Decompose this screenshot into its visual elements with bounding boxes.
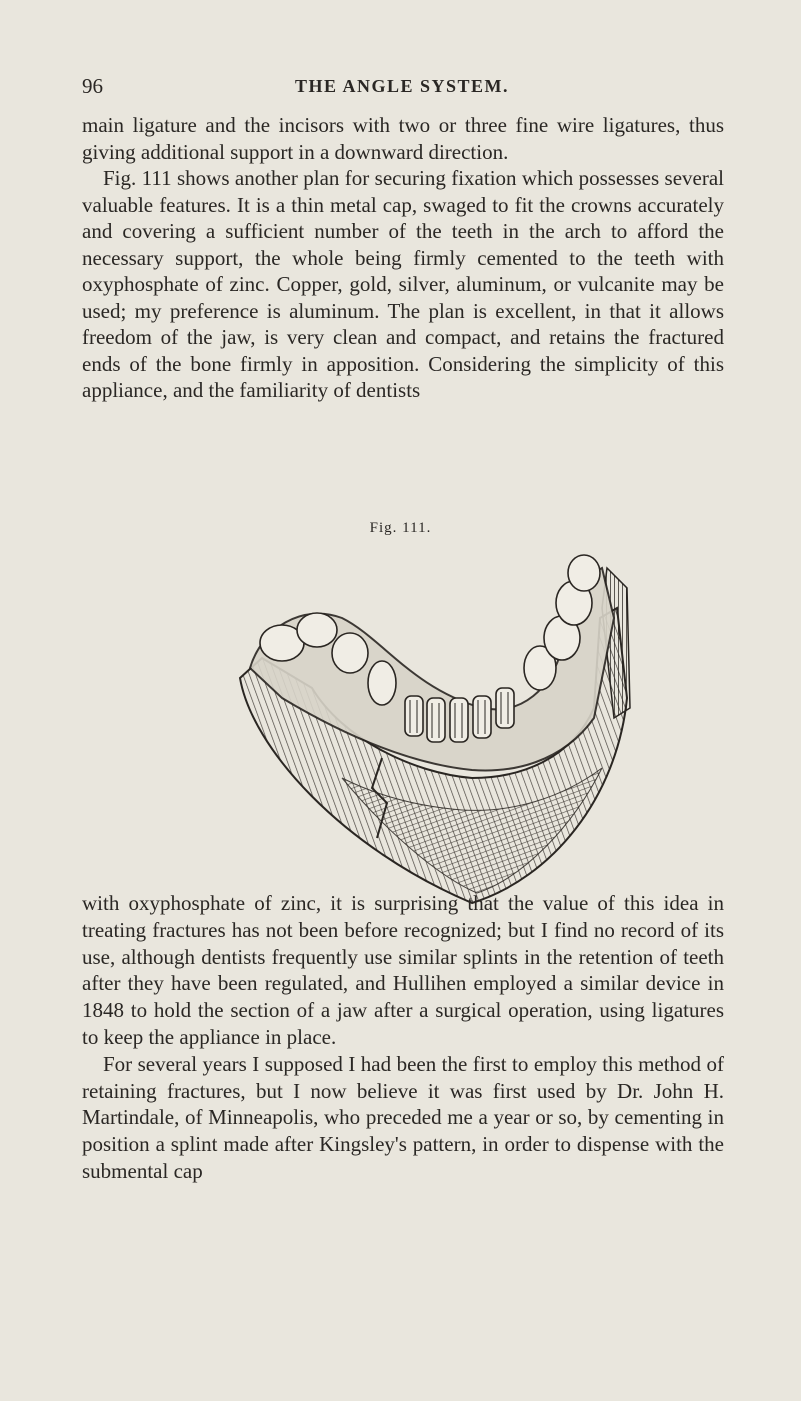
paragraph: main ligature and the incisors with two or three fine wire ligatures, thus giving additional support in a downward direction. <box>82 113 724 164</box>
page-number: 96 <box>82 74 103 98</box>
running-head <box>82 74 722 104</box>
text-block-top <box>82 112 724 404</box>
paragraph: For several years I supposed I had been the first to employ this method of retaining fractures, but I now believe it was first used by Dr. John H. Martindale, of Minneapolis, who preceded me a year or so, by cementing in position a splint made after Kingsley's pattern, in order to dispense with the submental cap <box>82 1051 724 1183</box>
jaw-illustration <box>222 548 642 910</box>
paragraph: Fig. 111 shows another plan for securing fixation which possesses several valuable features. It is a thin metal cap, swaged to fit the crowns accurately and covering a sufficient number of the teeth in the arch to afford the necessary support, the whole being firmly cemented to the teeth with oxyphosphate of zinc. Copper, gold, silver, aluminum, or vulcanite may be used; my preference is aluminum. The plan is excellent, in that it allows freedom of the jaw, is very clean and compact, and retains the fractured ends of the bone firmly in apposition. Considering the simplicity of this appliance, and the familiarity of dentists <box>82 166 724 402</box>
figure-illustration <box>222 548 642 910</box>
text-block-bottom <box>82 890 724 1185</box>
figure-caption: Fig. 111. <box>369 520 432 536</box>
running-title: THE ANGLE SYSTEM. <box>294 76 510 96</box>
paragraph: with oxyphosphate of zinc, it is surprising that the value of this idea in treating fractures has not been before recognized; but I find no record of its use, although dentists frequently use similar splints in the retention of teeth after they have been regulated, and Hullihen employed a similar device in 1848 to hold the section of a jaw after a surgical operation, using ligatures to keep the appliance in place. <box>82 891 724 1049</box>
